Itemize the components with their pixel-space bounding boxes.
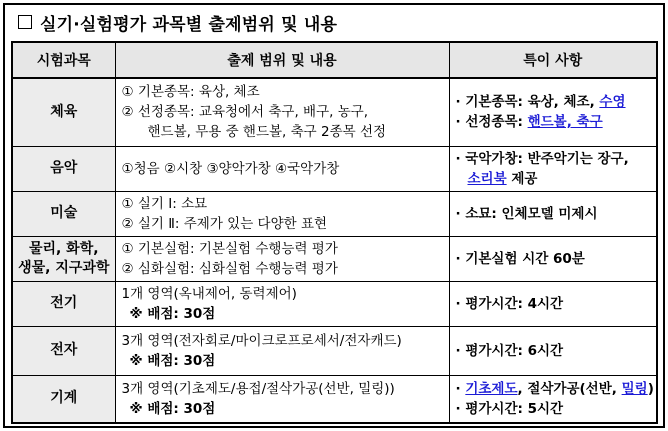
score-line: ※ 배점: 30점 — [129, 400, 216, 417]
table-row-electronic — [12, 326, 657, 375]
handball-soccer-link[interactable]: 핸드볼, 축구 — [527, 114, 603, 131]
content-line: ② 선정종목: 교육청에서 축구, 배구, 농구, — [121, 104, 369, 121]
content-line: ①청음 ②시창 ③양악가창 ④국악가창 — [121, 160, 340, 177]
subject-cell: 전자 — [12, 326, 115, 375]
content-line: ② 심화실험: 심화실험 수행능력 평가 — [121, 260, 338, 277]
note-cell: · 평가시간: 6시간 — [449, 326, 657, 375]
basic-drafting-link[interactable]: 기초제도 — [465, 380, 518, 397]
table-row-pe — [12, 78, 657, 146]
content-cell — [115, 281, 449, 326]
table-row-art — [12, 191, 657, 236]
note-cell — [449, 78, 657, 146]
table-row-science — [12, 236, 657, 281]
note-cell: · 소묘: 인체모델 미제시 — [449, 191, 657, 236]
table-row-electric — [12, 281, 657, 326]
note-cell — [449, 146, 657, 191]
title-row — [18, 10, 337, 34]
score-line: ※ 배점: 30점 — [129, 352, 216, 369]
subject-cell — [12, 236, 115, 281]
subject-line: 생물, 지구과학 — [18, 259, 110, 276]
subject-cell: 미술 — [12, 191, 115, 236]
exam-scope-table — [11, 41, 658, 424]
score-line: ※ 배점: 30점 — [129, 305, 216, 322]
subject-cell: 음악 — [12, 146, 115, 191]
content-cell — [115, 236, 449, 281]
note-cell: · 기본실험 시간 60분 — [449, 236, 657, 281]
table-row-mechanic — [12, 375, 657, 423]
content-line: ① 실기 Ⅰ: 소묘 — [121, 195, 208, 212]
note-text: · — [455, 380, 466, 397]
content-line: 1개 영역(옥내제어, 동력제어) — [121, 285, 297, 302]
subject-cell: 체육 — [12, 78, 115, 146]
page-title: 실기·실험평가 과목별 출제범위 및 내용 — [40, 14, 338, 35]
subject-line: 물리, 화학, — [28, 240, 99, 257]
note-cell: · 평가시간: 4시간 — [449, 281, 657, 326]
content-line: ① 기본실험: 기본실험 수행능력 평가 — [121, 240, 338, 257]
note-line — [456, 92, 651, 112]
content-line: 3개 영역(기초제도/용접/절삭가공(선반, 밀링)) — [121, 380, 395, 397]
content-cell — [115, 146, 449, 191]
table-row-music — [12, 146, 657, 191]
subject-cell: 기계 — [12, 375, 115, 423]
content-line: 3개 영역(전자회로/마이크로프로세서/전자캐드) — [121, 332, 402, 349]
note-text: , 절삭가공(선반, — [517, 380, 622, 397]
content-cell — [115, 326, 449, 375]
header-content: 출제 범위 및 내용 — [115, 42, 449, 78]
swimming-link[interactable]: 수영 — [599, 94, 626, 111]
note-line — [455, 379, 654, 399]
subject-cell: 전기 — [12, 281, 115, 326]
sori-buk-link[interactable]: 소리북 — [467, 170, 507, 187]
note-text: 제공 — [506, 170, 538, 187]
header-subject: 시험과목 — [12, 42, 115, 78]
content-line: ② 실기 Ⅱ: 주제가 있는 다양한 표현 — [121, 215, 328, 232]
milling-link[interactable]: 밀링 — [621, 380, 648, 397]
header-note: 특이 사항 — [449, 42, 657, 78]
note-text: · 기본종목: 육상, 체조, — [455, 94, 600, 111]
content-cell — [115, 78, 449, 146]
note-line: · 평가시간: 5시간 — [455, 400, 564, 417]
note-line — [456, 169, 651, 189]
content-cell — [115, 191, 449, 236]
note-line — [456, 112, 651, 132]
note-cell — [449, 375, 657, 423]
content-line: 핸드볼, 무용 중 핸드볼, 축구 2종목 선정 — [147, 124, 387, 141]
square-bullet-icon — [18, 15, 32, 29]
note-line: · 국악가창: 반주악기는 장구, — [455, 150, 629, 167]
table-header-row — [12, 42, 657, 78]
note-text: · 선정종목: — [455, 114, 528, 131]
note-text: ) — [647, 380, 654, 397]
content-cell — [115, 375, 449, 423]
content-line: ① 기본종목: 육상, 체조 — [121, 84, 260, 101]
